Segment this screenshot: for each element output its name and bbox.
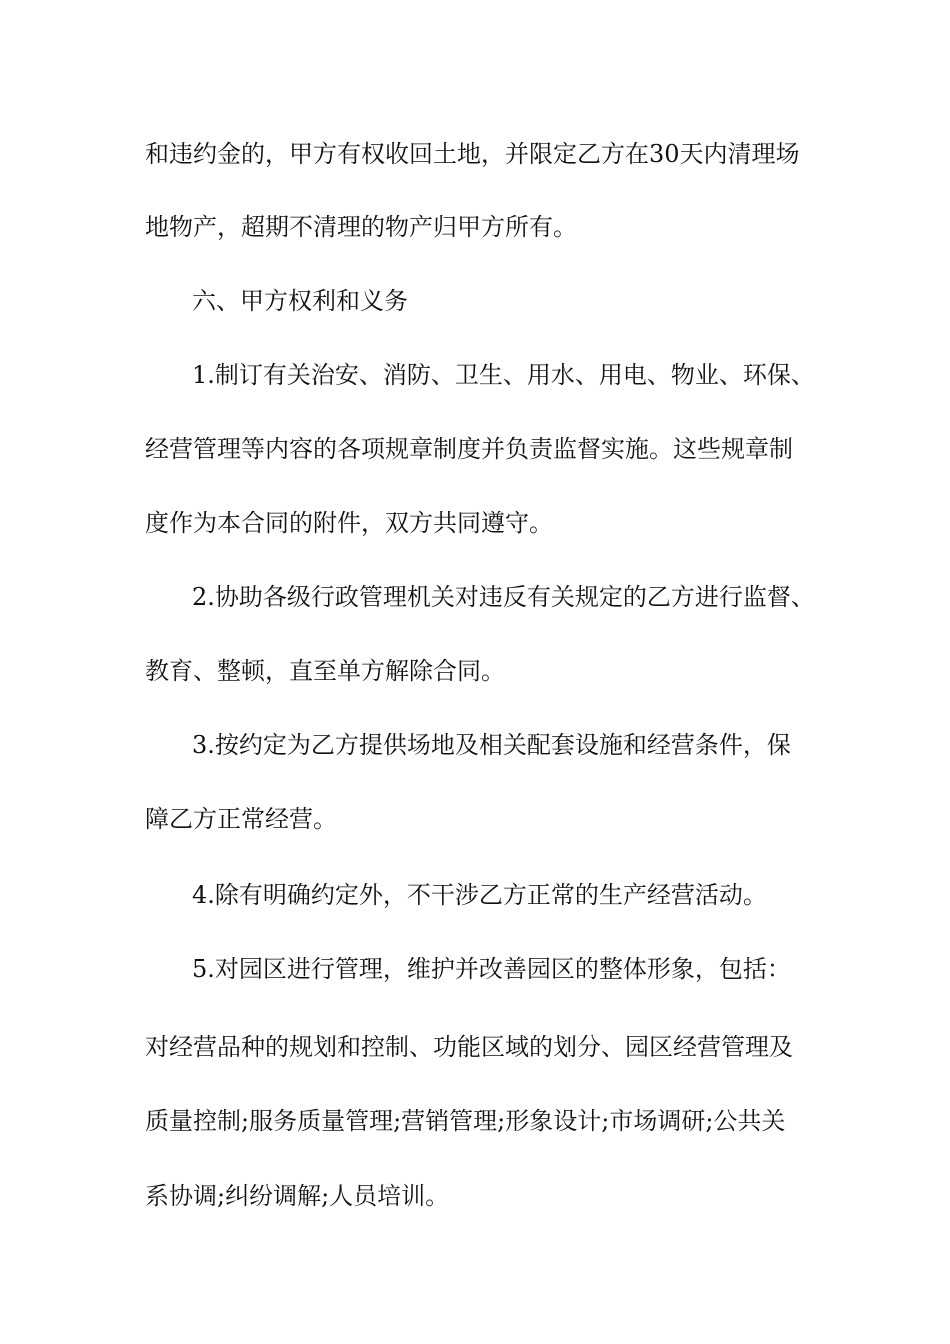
text-line: 1.制订有关治安、消防、卫生、用水、用电、物业、环保、 [192,361,815,389]
text-line: 系协调;纠纷调解;人员培训。 [145,1182,450,1210]
text-line: 质量控制;服务质量管理;营销管理;形象设计;市场调研;公共关 [145,1107,786,1135]
text-line: 教育、整顿，直至单方解除合同。 [145,657,505,685]
text-line: 3.按约定为乙方提供场地及相关配套设施和经营条件，保 [192,731,791,759]
text-line: 度作为本合同的附件，双方共同遵守。 [145,509,553,537]
text-line: 5.对园区进行管理，维护并改善园区的整体形象，包括： [192,955,791,983]
text-line: 地物产，超期不清理的物产归甲方所有。 [145,213,577,241]
text-line: 2.协助各级行政管理机关对违反有关规定的乙方进行监督、 [192,583,815,611]
text-line: 和违约金的，甲方有权收回土地，并限定乙方在30天内清理场 [145,140,800,168]
section-heading: 六、甲方权利和义务 [192,287,408,315]
text-line: 对经营品种的规划和控制、功能区域的划分、园区经营管理及 [145,1033,793,1061]
text-line: 4.除有明确约定外，不干涉乙方正常的生产经营活动。 [192,881,767,909]
text-line: 障乙方正常经营。 [145,805,337,833]
text-line: 经营管理等内容的各项规章制度并负责监督实施。这些规章制 [145,435,793,463]
